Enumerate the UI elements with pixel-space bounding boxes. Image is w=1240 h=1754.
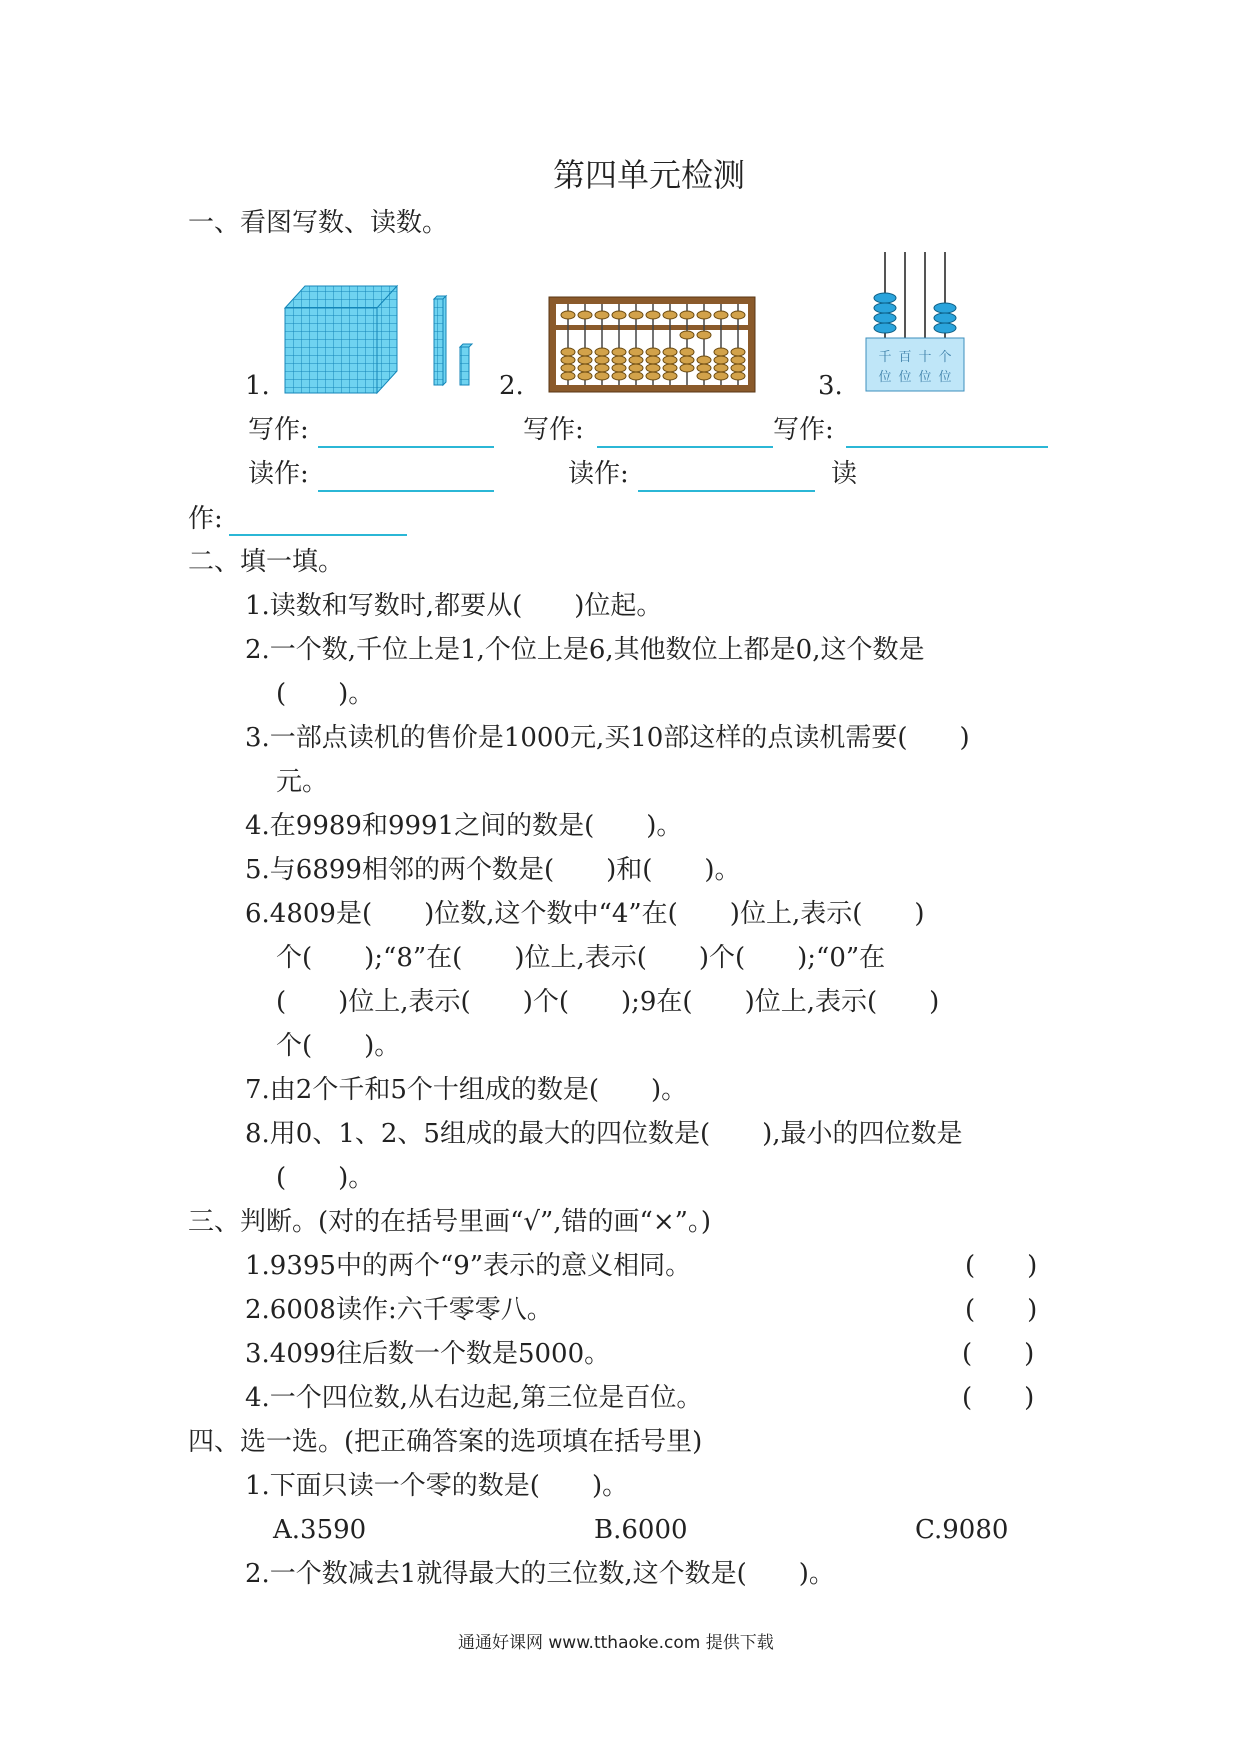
figure-label-1: 1. — [245, 371, 270, 401]
judge-item-3: 3.4099往后数一个数是5000。 — [245, 1339, 611, 1369]
judge-answer-3[interactable]: ( ) — [962, 1339, 1035, 1369]
fill-line-4: 4.在9989和9991之间的数是( )。 — [245, 811, 683, 841]
place-tens: 十 — [918, 350, 932, 365]
figure-label-3: 3. — [818, 371, 843, 401]
read-blank-1[interactable] — [318, 490, 494, 492]
figure-label-2: 2. — [499, 371, 524, 401]
fill-line-5: 5.与6899相邻的两个数是( )和( )。 — [245, 855, 741, 885]
fill-line-1: 1.读数和写数时,都要从( )位起。 — [245, 591, 663, 621]
judge-item-1: 1.9395中的两个“9”表示的意义相同。 — [245, 1251, 692, 1281]
place-suffix-1: 位 — [878, 370, 892, 385]
fill-line-2b: ( )。 — [276, 679, 375, 709]
fill-line-7: 7.由2个千和5个十组成的数是( )。 — [245, 1075, 688, 1105]
write-label-2: 写作: — [523, 415, 584, 445]
section4-heading: 四、选一选。(把正确答案的选项填在括号里) — [188, 1427, 703, 1457]
place-suffix-2: 位 — [898, 370, 912, 385]
judge-answer-2[interactable]: ( ) — [965, 1295, 1038, 1325]
place-hundreds: 百 — [898, 350, 912, 365]
place-thousands: 千 — [878, 350, 892, 365]
judge-answer-4[interactable]: ( ) — [962, 1383, 1035, 1413]
read-label-1: 读作: — [248, 459, 309, 489]
write-blank-2[interactable] — [597, 446, 773, 448]
fill-line-6: 6.4809是( )位数,这个数中“4”在( )位上,表示( ) — [245, 899, 925, 929]
read-label-3a: 读 — [831, 459, 858, 489]
judge-item-4: 4.一个四位数,从右边起,第三位是百位。 — [245, 1383, 703, 1413]
choice-question-2: 2.一个数减去1就得最大的三位数,这个数是( )。 — [245, 1559, 835, 1589]
place-suffix-4: 位 — [938, 370, 952, 385]
fill-line-6b: 个( );“8”在( )位上,表示( )个( );“0”在 — [276, 943, 886, 973]
write-blank-3[interactable] — [846, 446, 1048, 448]
judge-item-2: 2.6008读作:六千零零八。 — [245, 1295, 553, 1325]
abacus-figure — [549, 297, 755, 392]
place-suffix-3: 位 — [918, 370, 932, 385]
read-blank-3[interactable] — [229, 534, 407, 536]
fill-line-8b: ( )。 — [276, 1163, 375, 1193]
choice-question-1: 1.下面只读一个零的数是( )。 — [245, 1471, 629, 1501]
section2-heading: 二、填一填。 — [188, 547, 345, 577]
read-label-2: 读作: — [568, 459, 629, 489]
judge-answer-1[interactable]: ( ) — [965, 1251, 1038, 1281]
fill-line-3b: 元。 — [276, 767, 329, 797]
section3-heading: 三、判断。(对的在括号里画“√”,错的画“×”。) — [188, 1207, 712, 1237]
base-ten-blocks-figure — [285, 283, 475, 393]
fill-line-3: 3.一部点读机的售价是1000元,买10部这样的点读机需要( ) — [245, 723, 970, 753]
page-title: 第四单元检测 — [553, 156, 746, 194]
choice-option-b[interactable]: B.6000 — [594, 1515, 688, 1545]
choice-option-a[interactable]: A.3590 — [273, 1515, 367, 1545]
fill-line-6c: ( )位上,表示( )个( );9在( )位上,表示( ) — [276, 987, 940, 1017]
fill-line-8: 8.用0、1、2、5组成的最大的四位数是( ),最小的四位数是 — [245, 1119, 963, 1149]
choice-option-c[interactable]: C.9080 — [915, 1515, 1009, 1545]
write-label-1: 写作: — [248, 415, 309, 445]
footer-text: 通通好课网 www.tthaoke.com 提供下载 — [458, 1633, 774, 1653]
section1-heading: 一、看图写数、读数。 — [188, 208, 449, 238]
write-label-3: 写作: — [773, 415, 834, 445]
write-blank-1[interactable] — [318, 446, 494, 448]
place-ones: 个 — [938, 350, 952, 365]
read-blank-2[interactable] — [638, 490, 815, 492]
counting-frame-figure — [866, 250, 966, 393]
fill-line-2: 2.一个数,千位上是1,个位上是6,其他数位上都是0,这个数是 — [245, 635, 925, 665]
fill-line-6d: 个( )。 — [276, 1031, 401, 1061]
read-label-3b: 作: — [188, 504, 223, 534]
